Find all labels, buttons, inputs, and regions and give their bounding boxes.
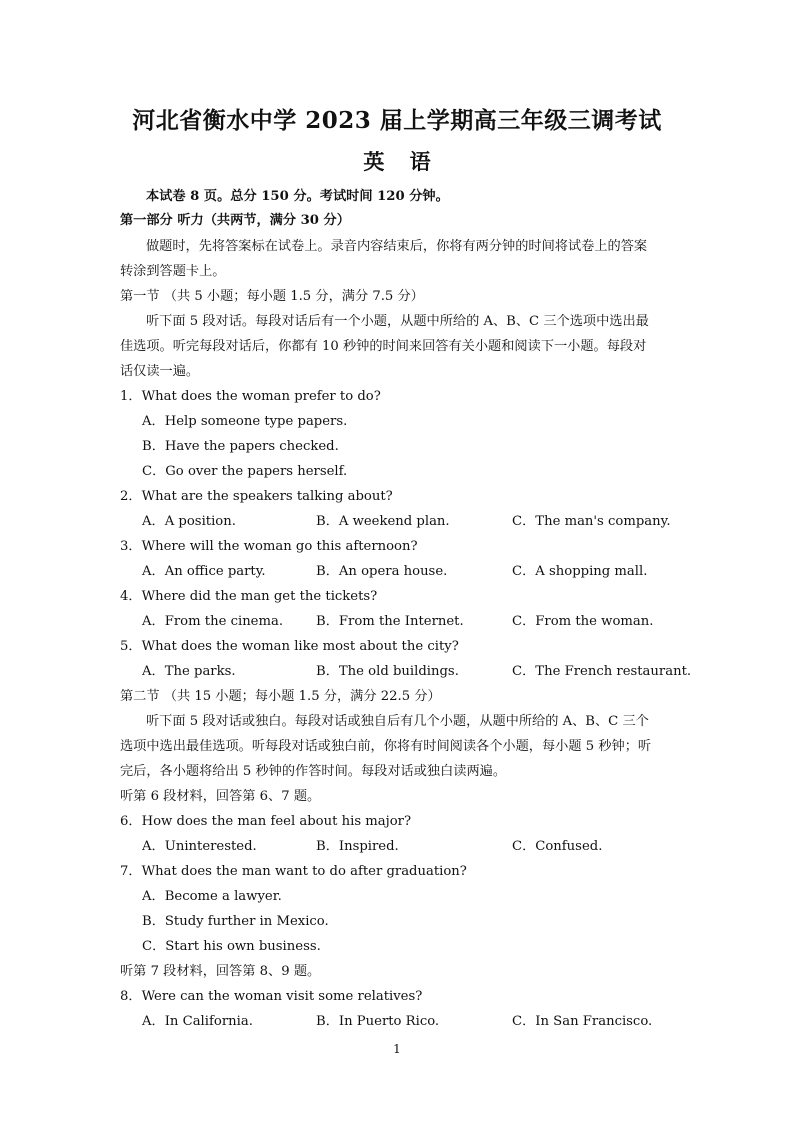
q1-option-a: A．Help someone type papers. <box>142 414 348 429</box>
question-2: 2．What are the speakers talking about? <box>120 489 393 504</box>
q3-option-b: B．An opera house. <box>316 564 448 579</box>
q4-option-a: A．From the cinema. <box>142 614 284 629</box>
question-5: 5．What does the woman like most about the city? <box>120 639 459 654</box>
question-7: 7．What does the man want to do after graduation? <box>120 864 467 879</box>
question-6: 6．How does the man feel about his major? <box>120 814 412 829</box>
q6-option-a: A．Uninterested. <box>142 839 257 854</box>
q1-option-b: B．Have the papers checked. <box>142 439 339 454</box>
material-6-note: 听第 6 段材料，回答第 6、7 题。 <box>120 789 321 804</box>
q6-option-c: C．Confused. <box>512 839 603 854</box>
section1-instruction-line1: 听下面 5 段对话。每段对话后有一个小题，从题中所给的 A、B、C 三个选项中选出最 <box>146 314 649 329</box>
part1-instruction-line1: 做题时，先将答案标在试卷上。录音内容结束后，你将有两分钟的时间将试卷上的答案 <box>146 239 648 254</box>
part1-instruction-line2: 转涂到答题卡上。 <box>120 264 226 279</box>
q2-option-a: A．A position. <box>142 514 236 529</box>
section2-heading: 第二节 （共 15 小题；每小题 1.5 分，满分 22.5 分） <box>120 689 441 704</box>
q8-option-b: B．In Puerto Rico. <box>316 1014 440 1029</box>
q8-option-a: A．In California. <box>142 1014 253 1029</box>
exam-title: 河北省衡水中学 2023 届上学期高三年级三调考试 <box>132 107 662 134</box>
q7-option-c: C．Start his own business. <box>142 939 321 954</box>
section1-heading: 第一节 （共 5 小题；每小题 1.5 分，满分 7.5 分） <box>120 289 424 304</box>
section2-instruction-line2: 选项中选出最佳选项。听每段对话或独白前，你将有时间阅读各个小题，每小题 5 秒钟；听 <box>120 739 652 754</box>
q8-option-c: C．In San Francisco. <box>512 1014 653 1029</box>
q7-option-a: A．Become a lawyer. <box>142 889 282 904</box>
q3-option-c: C．A shopping mall. <box>512 564 648 579</box>
question-4: 4．Where did the man get the tickets? <box>120 589 378 604</box>
q7-option-b: B．Study further in Mexico. <box>142 914 329 929</box>
section1-instruction-line2: 佳选项。听完每段对话后，你都有 10 秒钟的时间来回答有关小题和阅读下一小题。每段对 <box>120 339 647 354</box>
question-3: 3．Where will the woman go this afternoon? <box>120 539 418 554</box>
section2-instruction-line3: 完后，各小题将给出 5 秒钟的作答时间。每段对话或独白读两遍。 <box>120 764 507 779</box>
subject-title: 英 语 <box>363 149 431 174</box>
q5-option-a: A．The parks. <box>142 664 236 679</box>
section1-instruction-line3: 话仅读一遍。 <box>120 364 200 379</box>
question-1: 1．What does the woman prefer to do? <box>120 389 381 404</box>
page-number: 1 <box>393 1042 401 1056</box>
q2-option-b: B．A weekend plan. <box>316 514 450 529</box>
question-8: 8．Were can the woman visit some relatives? <box>120 989 423 1004</box>
exam-info: 本试卷 8 页。总分 150 分。考试时间 120 分钟。 <box>146 189 449 204</box>
material-7-note: 听第 7 段材料，回答第 8、9 题。 <box>120 964 321 979</box>
q4-option-b: B．From the Internet. <box>316 614 464 629</box>
q4-option-c: C．From the woman. <box>512 614 654 629</box>
section2-instruction-line1: 听下面 5 段对话或独白。每段对话或独自后有几个小题，从题中所给的 A、B、C 三个 <box>146 714 649 729</box>
q6-option-b: B．Inspired. <box>316 839 399 854</box>
q1-option-c: C．Go over the papers herself. <box>142 464 348 479</box>
q5-option-c: C．The French restaurant. <box>512 664 692 679</box>
part1-heading: 第一部分 听力（共两节，满分 30 分） <box>120 213 350 228</box>
q5-option-b: B．The old buildings. <box>316 664 459 679</box>
q3-option-a: A．An office party. <box>142 564 266 579</box>
q2-option-c: C．The man's company. <box>512 514 671 529</box>
